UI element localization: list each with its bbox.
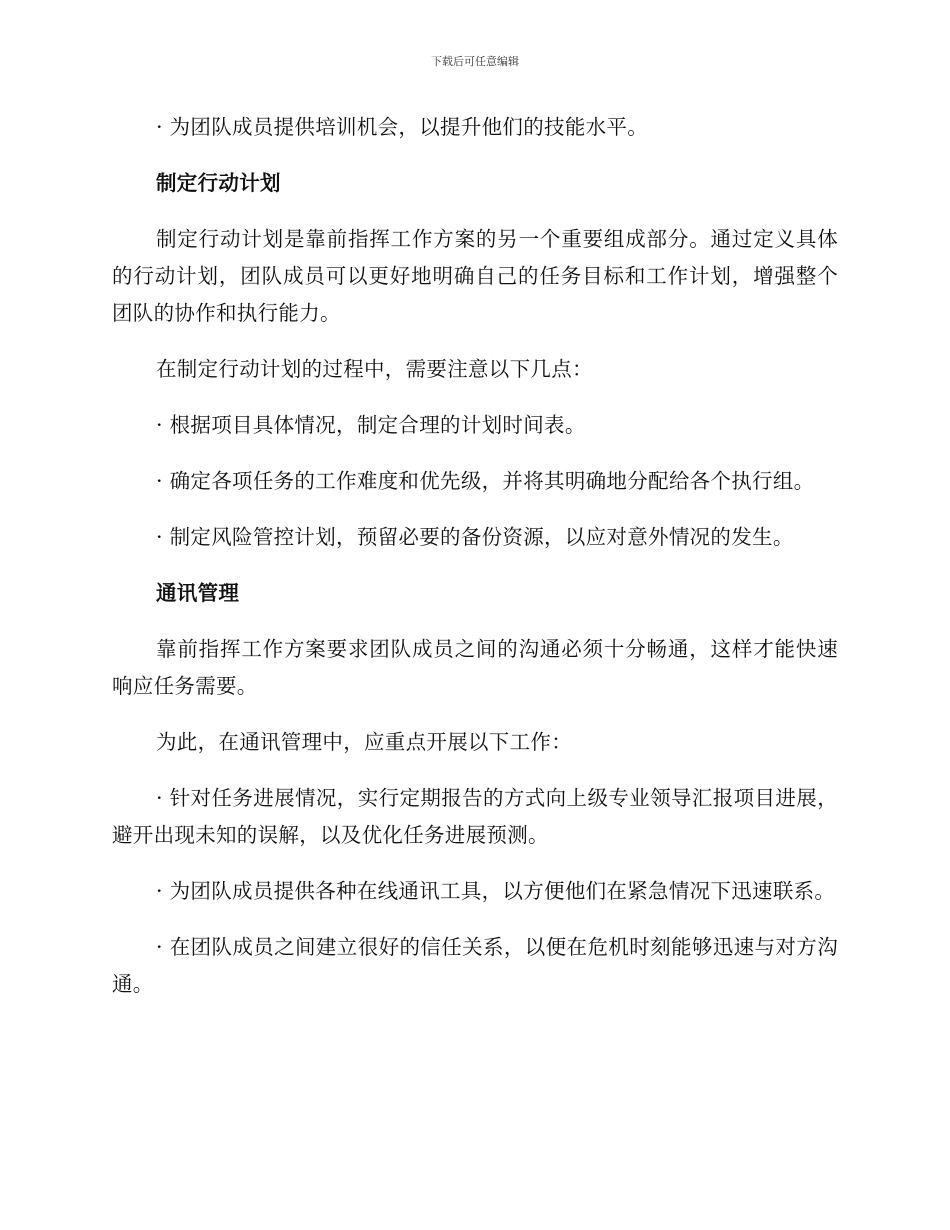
bullet-schedule: · 根据项目具体情况，制定合理的计划时间表。 xyxy=(156,413,586,437)
bullet-online-tools: · 为团队成员提供各种在线通讯工具，以方便他们在紧急情况下迅速联系。 xyxy=(156,879,836,903)
paragraph-action-plan-intro: 制定行动计划是靠前指挥工作方案的另一个重要组成部分。通过定义具体的行动计划，团队成员可以更好地明确自己的任务目标和工作计划，增强整个团队的协作和执行能力。 xyxy=(112,227,838,325)
section-heading-communication: 通讯管理 xyxy=(156,581,240,605)
bullet-training: · 为团队成员提供培训机会，以提升他们的技能水平。 xyxy=(156,115,649,139)
section-heading-action-plan: 制定行动计划 xyxy=(156,171,281,195)
bullet-priority: · 确定各项任务的工作难度和优先级，并将其明确地分配给各个执行组。 xyxy=(156,469,815,493)
bullet-risk-control: · 制定风险管控计划，预留必要的备份资源，以应对意外情况的发生。 xyxy=(156,525,794,549)
paragraph-communication-tasks: 为此，在通讯管理中，应重点开展以下工作： xyxy=(156,730,572,754)
paragraph-communication-intro: 靠前指挥工作方案要求团队成员之间的沟通必须十分畅通，这样才能快速响应任务需要。 xyxy=(112,637,838,698)
paragraph-action-plan-notes: 在制定行动计划的过程中，需要注意以下几点： xyxy=(156,357,593,381)
bullet-reporting: · 针对任务进展情况，实行定期报告的方式向上级专业领导汇报项目进展，避开出现未知的误解，以及优化任务进展预测。 xyxy=(112,786,838,847)
page-header: 下载后可任意编辑 xyxy=(431,55,519,68)
bullet-trust: · 在团队成员之间建立很好的信任关系，以便在危机时刻能够迅速与对方沟通。 xyxy=(112,935,838,996)
document-body xyxy=(112,109,838,1022)
